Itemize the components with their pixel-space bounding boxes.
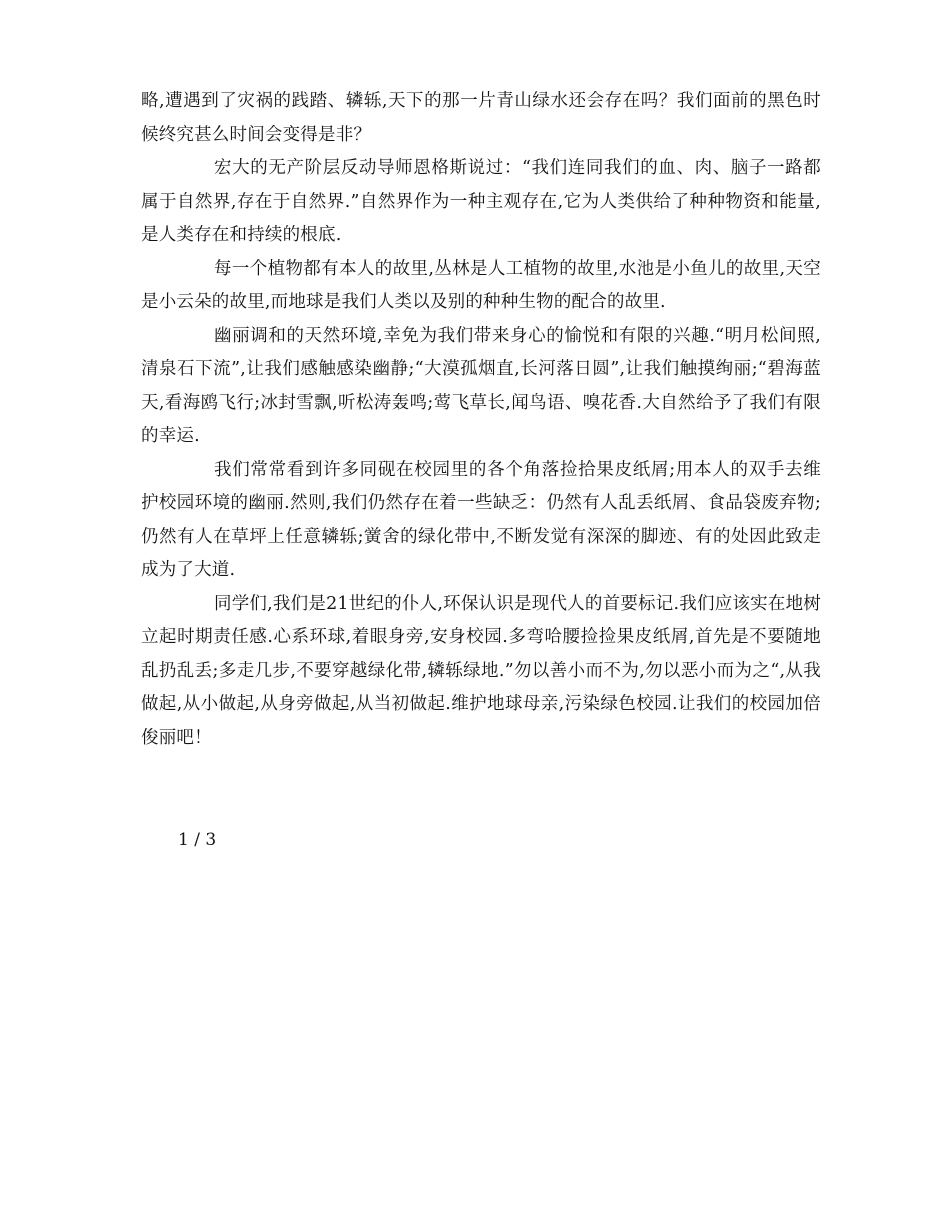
paragraph-1: 略,遭遇到了灾祸的践踏、辚轹,天下的那一片青山绿水还会存在吗？我们面前的黑色时候终究甚么时间会变得是非？ xyxy=(141,91,821,145)
paragraph-6: 同学们,我们是21世纪的仆人,环保认识是现代人的首要标记.我们应该实在地树立起时期责任感.心系环球,着眼身旁,安身校园.多弯哈腰捡捡果皮纸屑,首先是不要随地乱扔乱丢;多走几步,不要穿越绿化带,辚轹绿地.”勿以善小而不为,勿以恶小而为之“,从我做起,从小做起,从身旁做起,从当初做起.维护地球母亲,污染绿色校园.让我们的校园加倍俊丽吧！ xyxy=(141,593,821,748)
paragraph-2: 宏大的无产阶层反动导师恩格斯说过：“我们连同我们的血、肉、脑子一路都属于自然界,存在于自然界.”自然界作为一种主观存在,它为人类供给了种种物资和能量,是人类存在和持续的根底. xyxy=(141,158,821,245)
paragraph-3: 每一个植物都有本人的故里,丛林是人工植物的故里,水池是小鱼儿的故里,天空是小云朵的故里,而地球是我们人类以及别的种种生物的配合的故里. xyxy=(141,258,821,312)
document-body xyxy=(141,85,821,755)
paragraph-5: 我们常常看到许多同砚在校园里的各个角落捡拾果皮纸屑;用本人的双手去维护校园环境的幽丽.然则,我们仍然存在着一些缺乏：仍然有人乱丢纸屑、食品袋废弃物;仍然有人在草坪上任意辚轹;黉舍的绿化带中,不断发觉有深深的脚迹、有的处因此致走成为了大道. xyxy=(141,459,821,580)
paragraph-4: 幽丽调和的天然环境,幸免为我们带来身心的愉悦和有限的兴趣.“明月松间照,清泉石下流”,让我们感触感染幽静;“大漠孤烟直,长河落日圆”,让我们触摸绚丽;“碧海蓝天,看海鸥飞行;冰封雪飘,听松涛轰鸣;莺飞草长,闻鸟语、嗅花香.大自然给予了我们有限的幸运. xyxy=(141,325,821,446)
page-number: 1 / 3 xyxy=(178,830,217,850)
